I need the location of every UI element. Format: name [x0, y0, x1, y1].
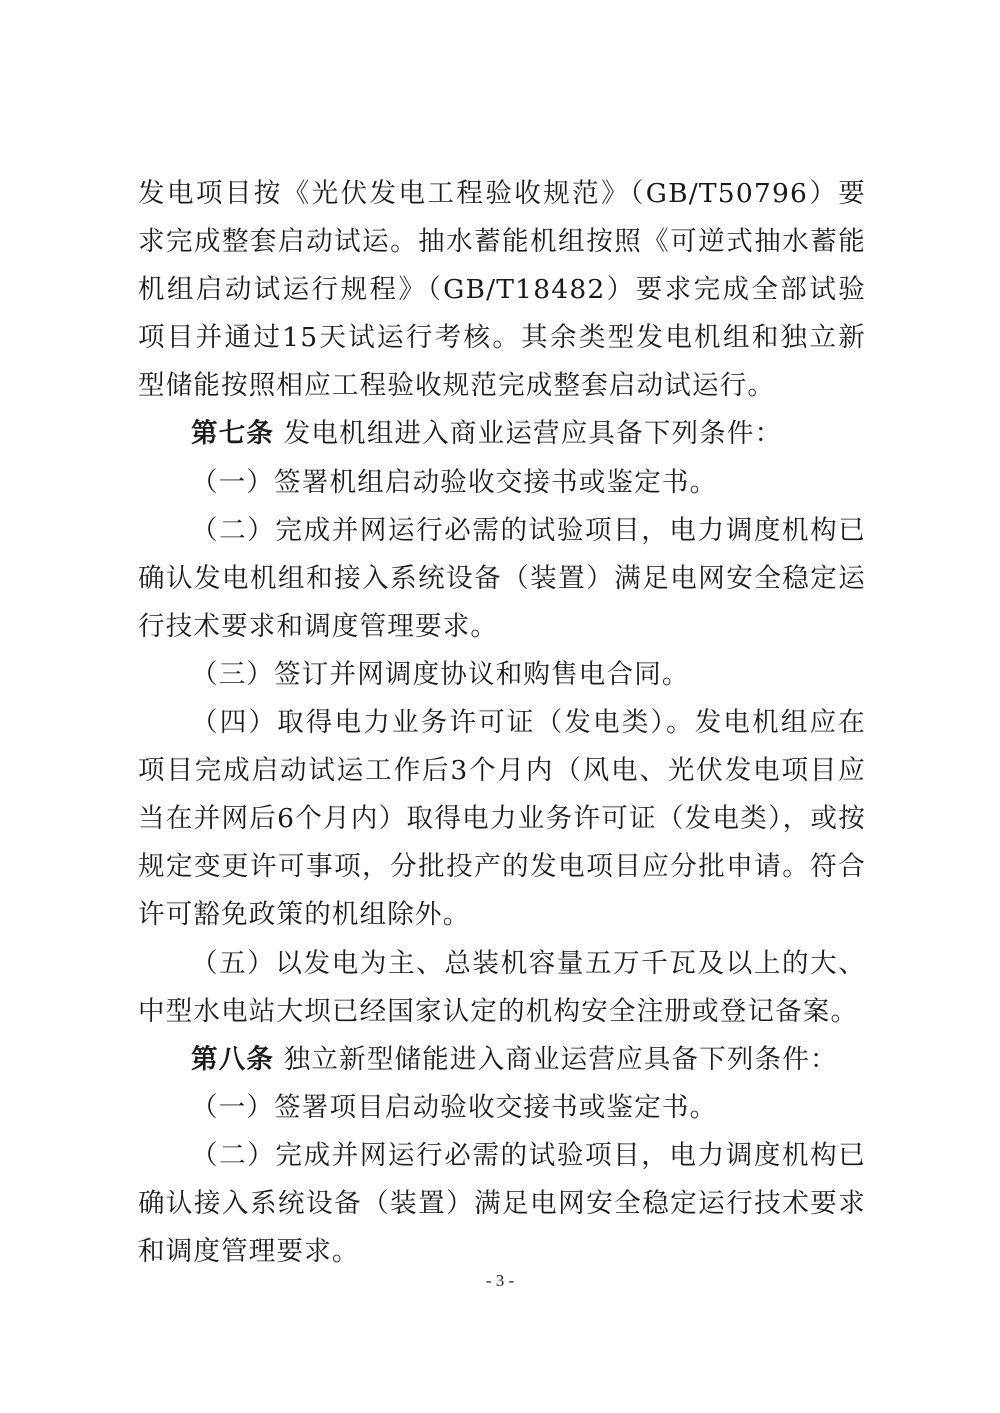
- article-label: 第七条: [191, 418, 275, 450]
- paragraph-continuation: [138, 170, 866, 410]
- paragraph-text: （四）取得电力业务许可证（发电类）。发电机组应在项目完成启动试运工作后3个月内（风电、光伏发电项目应当在并网后6个月内）取得电力业务许可证（发电类），或按规定变更许可事项，分批投产的发电项目应分批申请。符合许可豁免政策的机组除外。: [138, 707, 866, 931]
- article-7-item-5: [138, 940, 866, 1036]
- paragraph-text: （一）签署项目启动验收交接书或鉴定书。: [191, 1091, 718, 1123]
- article-7-heading: [138, 410, 866, 458]
- paragraph-text: 发电项目按《光伏发电工程验收规范》（GB/T50796）要求完成整套启动试运。抽水蓄能机组按照《可逆式抽水蓄能机组启动试运行规程》（GB/T18482）要求完成全部试验项目并通过15天试运行考核。其余类型发电机组和独立新型储能按照相应工程验收规范完成整套启动试运行。: [138, 178, 866, 402]
- paragraph-text: （二）完成并网运行必需的试验项目，电力调度机构已确认发电机组和接入系统设备（装置）满足电网安全稳定运行技术要求和调度管理要求。: [138, 514, 866, 642]
- paragraph-text: 发电机组进入商业运营应具备下列条件：: [274, 418, 783, 450]
- paragraph-text: （二）完成并网运行必需的试验项目，电力调度机构已确认接入系统设备（装置）满足电网安全稳定运行技术要求和调度管理要求。: [138, 1139, 866, 1268]
- article-7-item-4: [138, 699, 866, 939]
- paragraph-text: （一）签署机组启动验收交接书或鉴定书。: [191, 466, 718, 498]
- paragraph-text: （五）以发电为主、总装机容量五万千瓦及以上的大、中型水电站大坝已经国家认定的机构安全注册或登记备案。: [138, 947, 866, 1027]
- paragraph-text: 独立新型储能进入商业运营应具备下列条件：: [274, 1043, 838, 1075]
- article-7-item-2: [138, 507, 866, 651]
- document-body: [138, 170, 866, 1276]
- article-8-item-2: [138, 1132, 866, 1276]
- article-label: 第八条: [191, 1043, 275, 1075]
- article-8-heading: [138, 1036, 866, 1084]
- paragraph-text: （三）签订并网调度协议和购售电合同。: [191, 658, 690, 690]
- article-8-item-1: [138, 1084, 866, 1132]
- article-7-item-3: [138, 651, 866, 699]
- article-7-item-1: [138, 459, 866, 507]
- page-number: - 3 -: [485, 1271, 515, 1290]
